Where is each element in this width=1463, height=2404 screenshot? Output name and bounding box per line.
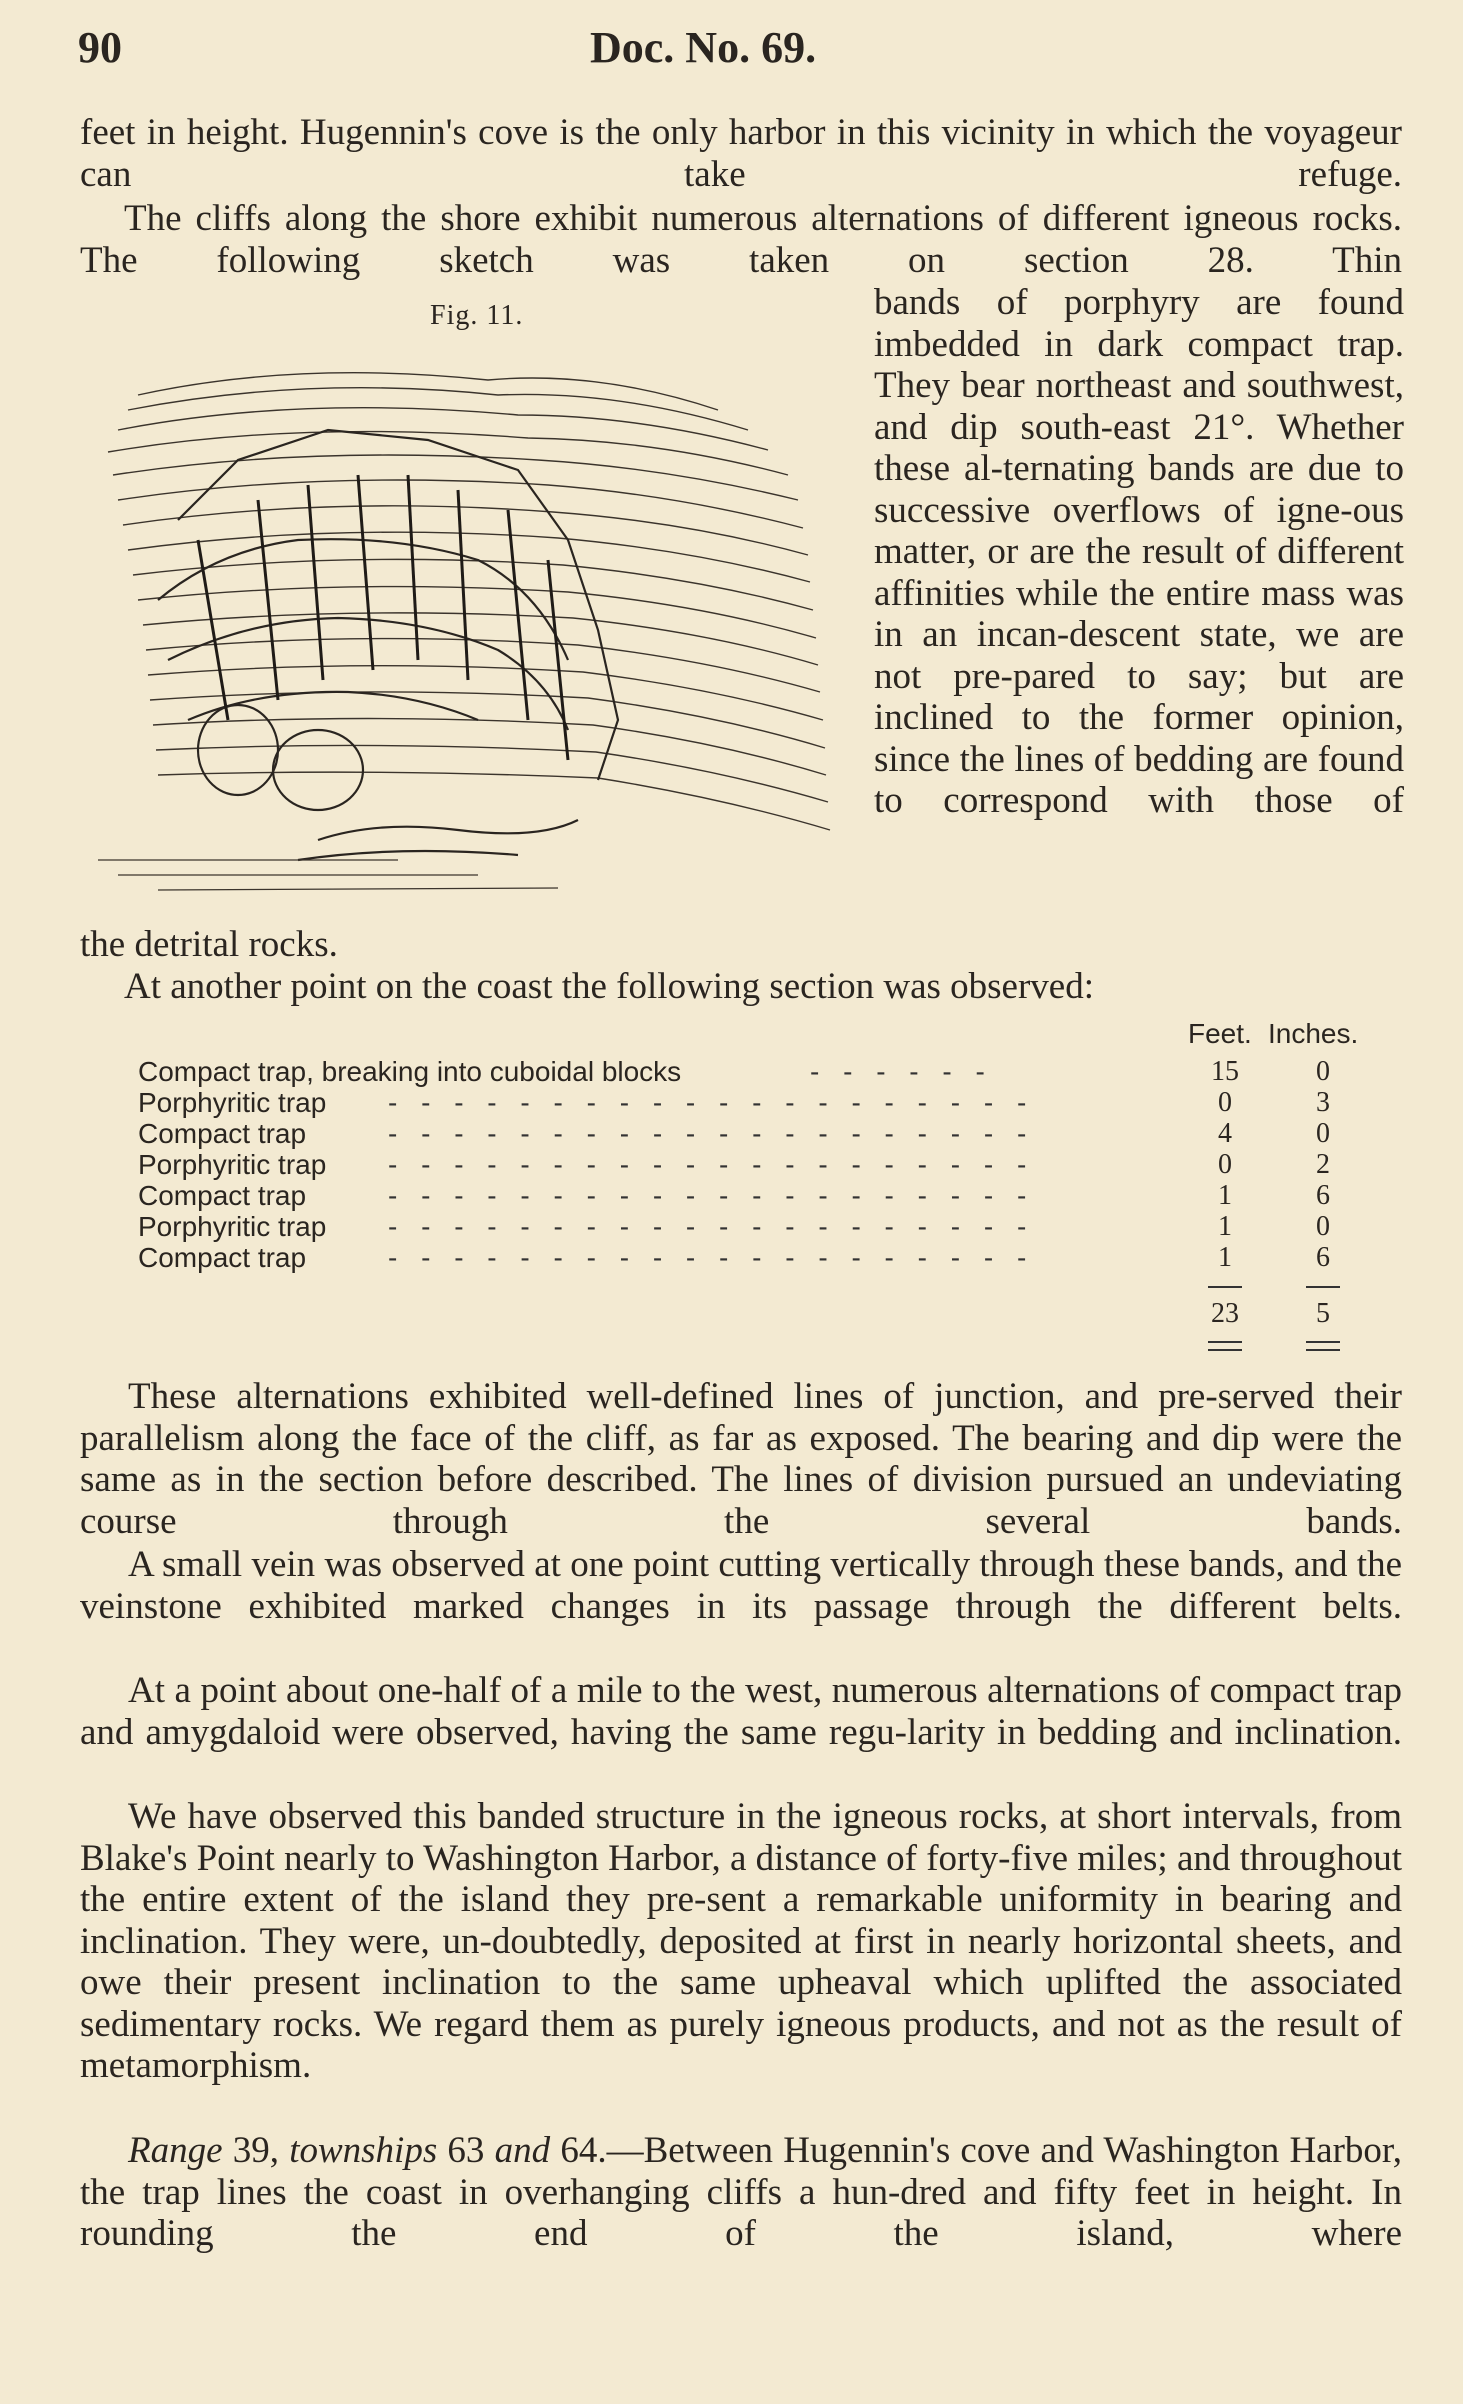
rock-label: Porphyritic trap (138, 1211, 327, 1242)
dot-leader: - - - - - - - - - - - - - - - - - - - - (388, 1242, 1035, 1273)
feet-value: 1 (1218, 1211, 1232, 1242)
paragraph-3: At another point on the coast the following section was observed: (124, 966, 1095, 1007)
feet-value: 1 (1218, 1242, 1232, 1273)
feet-value: 15 (1211, 1056, 1239, 1087)
rock-label: Compact trap (138, 1118, 307, 1149)
rock-label: Porphyritic trap (138, 1149, 327, 1180)
rock-label: Compact trap (138, 1180, 307, 1211)
running-title: Doc. No. 69. (590, 23, 817, 72)
inches-value: 6 (1316, 1180, 1330, 1211)
double-rule (1208, 1349, 1242, 1351)
paragraph-5: A small vein was observed at one point cutting vertically through these bands, and the veinstone exhibited marked changes in its passage through the different belts. (80, 1544, 1402, 1627)
dot-leader: - - - - - - - - - - - - - - - - - - - - (388, 1211, 1035, 1242)
dot-leader: - - - - - - - - - - - - - - - - - - - - (388, 1087, 1035, 1118)
dot-leader: - - - - - - - - - - - - - - - - - - - - (388, 1149, 1035, 1180)
paragraph-2-end: the detrital rocks. (80, 924, 338, 965)
feet-value: 0 (1218, 1087, 1232, 1118)
paragraph-2-wrap-text: bands of porphyry are found imbedded in dark compact trap. They bear northeast and southwest, and dip south-east 21°. Whether these al-ternating bands are due to successive overflows of igne-ous matter, or are the result of different affinities while the entire mass was in an incan-descent state, we are not pre-pared to say; but are inclined to the former opinion, since the lines of bedding are found to correspond with those of (874, 282, 1404, 821)
column-header-inches: Inches. (1268, 1018, 1359, 1049)
double-rule (1208, 1341, 1242, 1343)
double-rule (1306, 1341, 1340, 1343)
range-number: 39, (222, 2130, 290, 2171)
double-rule (1306, 1349, 1340, 1351)
inches-value: 3 (1316, 1087, 1330, 1118)
feet-value: 4 (1218, 1118, 1232, 1149)
inches-value: 6 (1316, 1242, 1330, 1273)
townships-label: townships (289, 2130, 438, 2171)
inches-value: 0 (1316, 1118, 1330, 1149)
rock-label: Compact trap (138, 1242, 307, 1273)
total-inches: 5 (1316, 1298, 1330, 1329)
page-number: 90 (78, 23, 122, 72)
range-label: Range (128, 2130, 223, 2171)
sum-rule (1306, 1286, 1340, 1288)
dot-leader: - - - - - - - - - - - - - - - - - - - - (388, 1180, 1035, 1211)
paragraph-2: The cliffs along the shore exhibit numerous alternations of different igneous rocks. The following sketch was taken on section 28. Thin (80, 198, 1402, 281)
figure-caption: Fig. 11. (430, 300, 524, 331)
feet-value: 0 (1218, 1149, 1232, 1180)
paragraph-7: We have observed this banded structure in the igneous rocks, at short intervals, from Blake's Point nearly to Washington Harbor, a distance of forty-five miles; and throughout the entire extent of the island they pre-sent a remarkable uniformity in bearing and inclination. They were, un-doubtedly, deposited at first in nearly horizontal sheets, and owe their present inclination to the same upheaval which uplifted the associated sedimentary rocks. We regard them as purely igneous products, and not as the result of metamorphism. (80, 1796, 1402, 2086)
township-number: 63 (437, 2130, 495, 2171)
paragraph-4: These alternations exhibited well-defined lines of junction, and pre-served their parallelism along the face of the cliff, as far as exposed. The bearing and dip were the same as in the section before described. The lines of division pursued an undeviating course through the several bands. (80, 1376, 1402, 1542)
rock-label: Compact trap, breaking into cuboidal blocks (138, 1056, 682, 1087)
column-header-feet: Feet. (1188, 1018, 1252, 1049)
paragraph-1: feet in height. Hugennin's cove is the only harbor in this vicinity in which the voyageur can take refuge. (80, 112, 1402, 195)
inches-value: 0 (1316, 1056, 1330, 1087)
paragraph-8-text: 64.—Between Hugennin's cove and Washington Harbor, the trap lines the coast in overhanging cliffs a hun-dred and fifty feet in height. In rounding the end of the island, where (80, 2130, 1403, 2254)
feet-value: 1 (1218, 1180, 1232, 1211)
paragraph-8 (80, 2130, 1402, 2256)
page-header (78, 22, 1398, 82)
and-label: and (494, 2130, 551, 2171)
sum-rule (1208, 1286, 1242, 1288)
inches-value: 0 (1316, 1211, 1330, 1242)
cliff-sketch-figure (98, 300, 838, 905)
inches-value: 2 (1316, 1149, 1330, 1180)
dot-leader: - - - - - - (810, 1056, 993, 1087)
total-feet: 23 (1211, 1298, 1239, 1329)
dot-leader: - - - - - - - - - - - - - - - - - - - - (388, 1118, 1035, 1149)
rock-label: Porphyritic trap (138, 1087, 327, 1118)
paragraph-6: At a point about one-half of a mile to the west, numerous alternations of compact trap and amygdaloid were observed, having the same regu-larity in bedding and inclination. (80, 1670, 1402, 1753)
